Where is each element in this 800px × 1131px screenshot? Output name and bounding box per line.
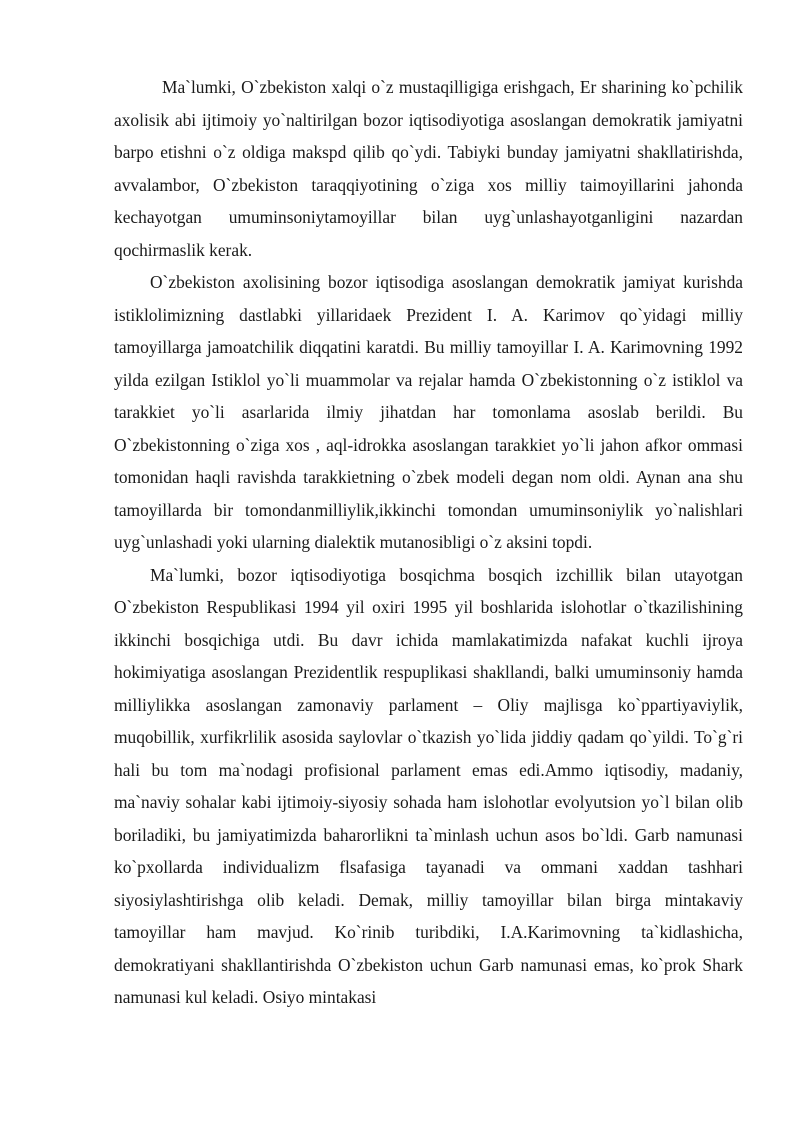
paragraph-1: Ma`lumki, O`zbekiston xalqi o`z mustaqilligiga erishgach, Er sharining ko`pchilik axolisik abi ijtimoiy yo`naltirilgan bozor iqtisodiyotiga asoslangan demokratik jamiyatni barpo etishni o`z oldiga makspd qilib qo`ydi. Tabiyki bunday jamiyatni shakllatirishda, avvalambor, O`zbekiston taraqqiyotining o`ziga xos milliy taimoyillarini jahonda kechayotgan umuminsoniytamoyillar bilan uyg`unlashayotganligini nazardan qochirmaslik kerak. [114, 77, 743, 260]
paragraph-3: Ma`lumki, bozor iqtisodiyotiga bosqichma bosqich izchillik bilan utayotgan O`zbekiston Respublikasi 1994 yil oxiri 1995 yil boshlarida islohotlar o`tkazilishining ikkinchi bosqichiga utdi. Bu davr ichida mamlakatimizda nafakat kuchli ijroya hokimiyatiga asoslangan Prezidentlik respuplikasi shakllandi, balki umuminsoniy hamda milliylikka asoslangan zamonaviy parlament – Oliy majlisga ko`ppartiyaviylik, muqobillik, xurfikrlilik asosida saylovlar o`tkazish yo`lida jiddiy qadam qo`yildi. To`g`ri hali bu tom ma`nodagi profisional parlament emas edi.Ammo iqtisodiy, madaniy, ma`naviy sohalar kabi ijtimoiy-siyosiy sohada ham islohotlar evolyutsion yo`l bilan olib boriladiki, bu jamiyatimizda baharorlikni ta`minlash uchun asos bo`ldi. Garb namunasi ko`pxollarda individualizm flsafasiga tayanadi va ommani xaddan tashhari siyosiylashtirishga olib keladi. Demak, milliy tamoyillar bilan birga mintakaviy tamoyillar ham mavjud. Ko`rinib turibdiki, I.A.Karimovning ta`kidlashicha, demokratiyani shakllantirishda O`zbekiston uchun Garb namunasi emas, ko`prok Shark namunasi kul keladi. Osiyo mintakasi [114, 564, 743, 1007]
document-page [114, 71, 743, 1014]
paragraph-2: O`zbekiston axolisining bozor iqtisodiga asoslangan demokratik jamiyat kurishda istiklolimizning dastlabki yillaridaek Prezident I. A. Karimov qo`yidagi milliy tamoyillarga jamoatchilik diqqatini karatdi. Bu milliy tamoyillar I. A. Karimovning 1992 yilda ezilgan Istiklol yo`li muammolar va rejalar hamda O`zbekistonning o`z istiklol va tarakkiet yo`li asarlarida ilmiy jihatdan har tomonlama asoslab berildi. Bu O`zbekistonning o`ziga xos , aql-idrokka asoslangan tarakkiet yo`li jahon afkor ommasi tomonidan haqli ravishda tarakkietning o`zbek modeli degan nom oldi. Aynan ana shu tamoyillarda bir tomondanmilliylik,ikkinchi tomondan umuminsoniylik yo`nalishlari uyg`unlashadi yoki ularning dialektik mutanosibligi o`z aksini topdi. [114, 272, 743, 552]
